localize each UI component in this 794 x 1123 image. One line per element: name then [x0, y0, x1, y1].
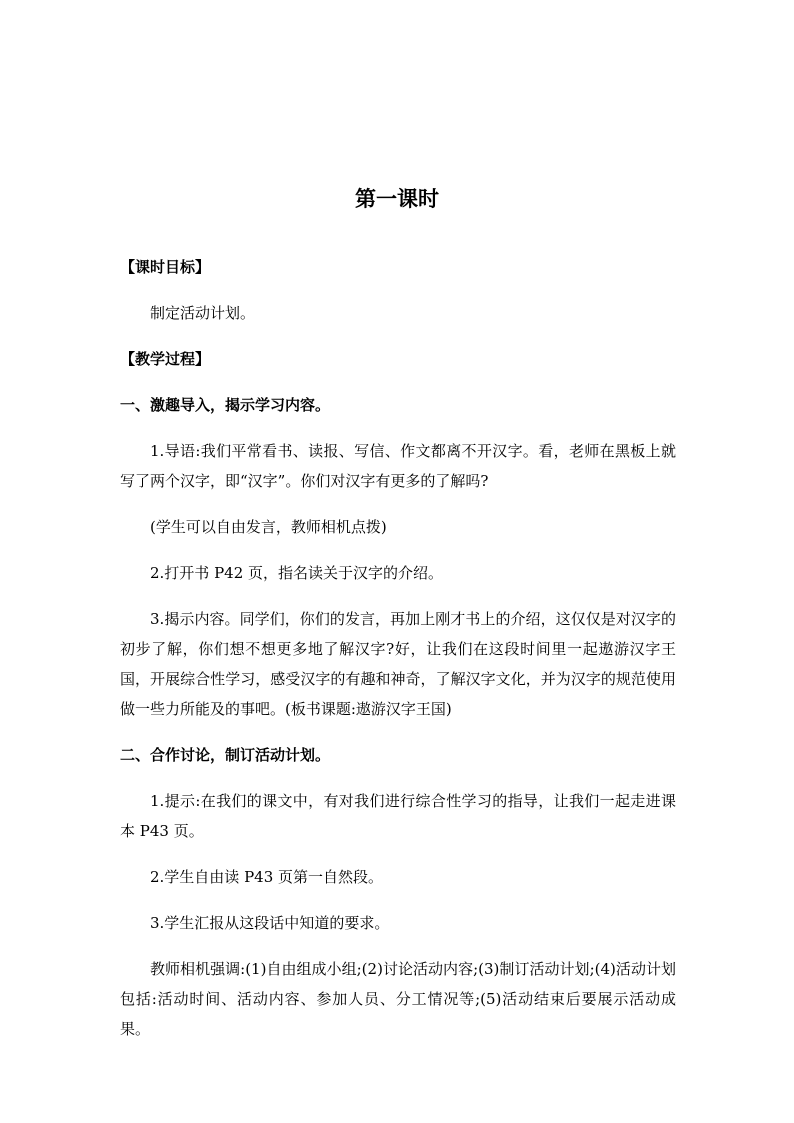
- section1-paragraph-3: 2.打开书 P42 页，指名读关于汉字的介绍。: [150, 564, 444, 582]
- process-label: 【教学过程】: [120, 350, 211, 368]
- page-title: 第一课时: [355, 187, 439, 211]
- section1-heading: 一、激趣导入，揭示学习内容。: [120, 396, 331, 414]
- goal-text: 制定活动计划。: [150, 304, 256, 322]
- goal-label: 【课时目标】: [120, 258, 211, 276]
- section2-heading: 二、合作讨论，制订活动计划。: [120, 746, 331, 764]
- section2-paragraph-2: 2.学生自由读 P43 页第一自然段。: [150, 868, 384, 886]
- section1-paragraph-1: 1.导语:我们平常看书、读报、写信、作文都离不开汉字。看，老师在黑板上就写了两个汉字，即“汉字”。你们对汉字有更多的了解吗?: [120, 442, 676, 490]
- section2-paragraph-4: 教师相机强调:(1)自由组成小组;(2)讨论活动内容;(3)制订活动计划;(4)活动计划包括:活动时间、活动内容、参加人员、分工情况等;(5)活动结束后要展示活动成果。: [120, 960, 676, 1038]
- document-body: [120, 252, 676, 1060]
- section1-paragraph-2: (学生可以自由发言，教师相机点拨): [150, 518, 387, 536]
- section2-paragraph-1: 1.提示:在我们的课文中，有对我们进行综合性学习的指导，让我们一起走进课本 P43 页。: [120, 792, 676, 840]
- section2-paragraph-3: 3.学生汇报从这段话中知道的要求。: [150, 914, 390, 932]
- section1-paragraph-4: 3.揭示内容。同学们，你们的发言，再加上刚才书上的介绍，这仅仅是对汉字的初步了解，你们想不想更多地了解汉字?好，让我们在这段时间里一起遨游汉字王国，开展综合性学习，感受汉字的有趣和神奇，了解汉字文化，并为汉字的规范使用做一些力所能及的事吧。(板书课题:遨游汉字王国): [120, 610, 676, 718]
